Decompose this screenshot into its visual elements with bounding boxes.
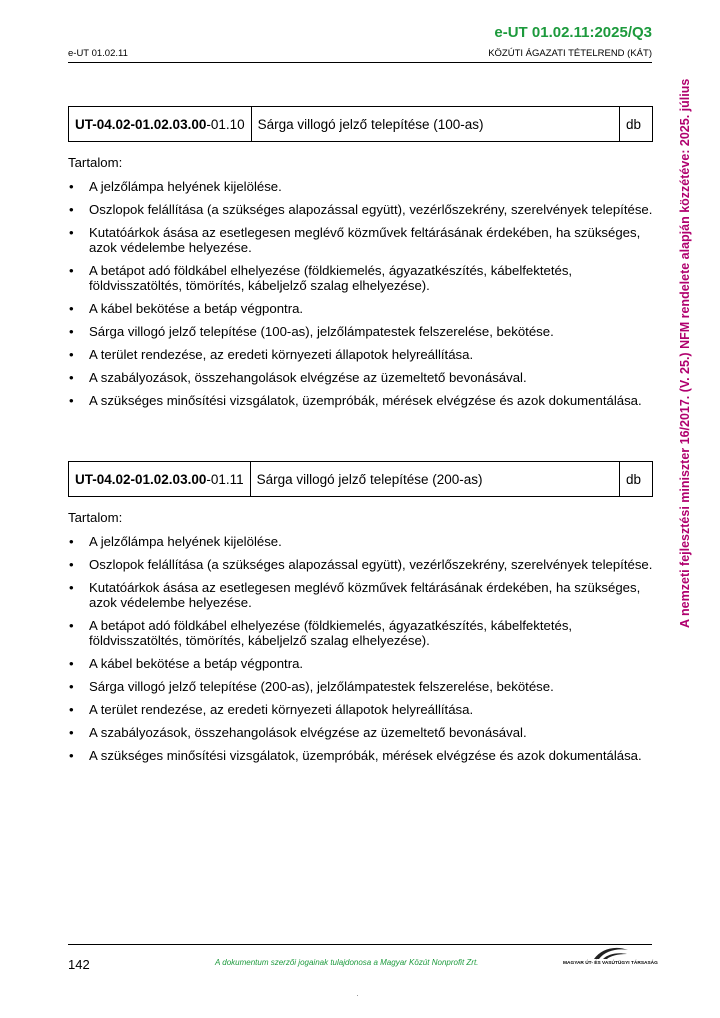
item-header-table bbox=[68, 106, 653, 142]
bullet-icon: • bbox=[69, 557, 74, 572]
content-list bbox=[68, 534, 658, 763]
list-item: • A jelzőlámpa helyének kijelölése. bbox=[69, 179, 282, 194]
list-item: • Sárga villogó jelző telepítése (200-as), jelzőlámpatestek felszerelése, bekötése. bbox=[69, 679, 554, 694]
logo-swoosh-icon bbox=[593, 946, 629, 961]
list-item: • A szükséges minősítési vizsgálatok, üzempróbák, mérések elvégzése és azok dokumentálása. bbox=[69, 748, 642, 763]
list-item: • A terület rendezése, az eredeti környezeti állapotok helyreállítása. bbox=[69, 702, 474, 717]
bullet-icon: • bbox=[69, 179, 74, 194]
page-number: 142 bbox=[68, 957, 90, 972]
footer-copyright: A dokumentum szerzői jogainak tulajdonosa a Magyar Közút Nonprofit Zrt. bbox=[215, 958, 479, 967]
item-code-bold: UT-04.02-01.02.03.00 bbox=[75, 116, 207, 132]
list-item: • A kábel bekötése a betáp végpontra. bbox=[69, 301, 304, 316]
header-divider bbox=[68, 62, 652, 63]
side-note: A nemzeti fejlesztési miniszter 16/2017. (V. 25.) NFM rendelete alapján közzétéve: 2025. július bbox=[678, 78, 692, 628]
bullet-icon: • bbox=[69, 347, 74, 362]
bullet-icon: • bbox=[69, 370, 74, 385]
list-item: • A kábel bekötése a betáp végpontra. bbox=[69, 656, 304, 671]
bullet-icon: • bbox=[69, 225, 74, 240]
list-item: • Kutatóárkok ásása az esetlegesen meglévő közművek feltárásának érdekében, ha szükséges, azok védelembe helyezése. bbox=[69, 580, 641, 610]
list-item: • Sárga villogó jelző telepítése (100-as), jelzőlámpatestek felszerelése, bekötése. bbox=[69, 324, 554, 339]
content-list bbox=[68, 179, 658, 408]
list-item: • Oszlopok felállítása (a szükséges alapozással együtt), vezérlőszekrény, szerelvények telepítése. bbox=[69, 557, 653, 572]
footer-divider bbox=[68, 944, 652, 945]
item-code-suffix: -01.10 bbox=[206, 116, 245, 132]
list-item: • Oszlopok felállítása (a szükséges alapozással együtt), vezérlőszekrény, szerelvények telepítése. bbox=[69, 202, 653, 217]
item-content bbox=[68, 155, 658, 416]
bullet-icon: • bbox=[69, 393, 74, 408]
list-item: • A jelzőlámpa helyének kijelölése. bbox=[69, 534, 282, 549]
content-label: Tartalom: bbox=[68, 510, 123, 525]
list-item: • A szükséges minősítési vizsgálatok, üzempróbák, mérések elvégzése és azok dokumentálása. bbox=[69, 393, 642, 408]
bullet-icon: • bbox=[69, 324, 74, 339]
item-title: Sárga villogó jelző telepítése (100-as) bbox=[251, 107, 619, 142]
bullet-icon: • bbox=[69, 202, 74, 217]
bullet-icon: • bbox=[69, 702, 74, 717]
bullet-icon: • bbox=[69, 656, 74, 671]
bullet-icon: • bbox=[69, 263, 74, 278]
bullet-icon: • bbox=[69, 301, 74, 316]
list-item: • A szabályozások, összehangolások elvégzése az üzemeltető bevonásával. bbox=[69, 370, 527, 385]
list-item: • A betápot adó földkábel elhelyezése (földkiemelés, ágyazatkészítés, kábelfektetés, földvisszatöltés, tömörítés, kábeljelző szalag elhelyezése). bbox=[69, 263, 573, 293]
item-unit: db bbox=[620, 107, 653, 142]
bullet-icon: • bbox=[69, 580, 74, 595]
bullet-icon: • bbox=[69, 679, 74, 694]
logo-text: MAGYAR ÚT- ÉS VASÚTÜGYI TÁRSASÁG bbox=[563, 961, 658, 966]
list-item: • A betápot adó földkábel elhelyezése (földkiemelés, ágyazatkészítés, kábelfektetés, földvisszatöltés, tömörítés, kábeljelző szalag elhelyezése). bbox=[69, 618, 573, 648]
doc-code: e-UT 01.02.11:2025/Q3 bbox=[494, 24, 652, 41]
item-title: Sárga villogó jelző telepítése (200-as) bbox=[250, 462, 619, 497]
list-item: • A terület rendezése, az eredeti környezeti állapotok helyreállítása. bbox=[69, 347, 474, 362]
society-logo bbox=[563, 946, 656, 972]
item-code-bold: UT-04.02-01.02.03.00 bbox=[75, 471, 207, 487]
bullet-icon: • bbox=[69, 748, 74, 763]
artifact-dot bbox=[357, 995, 358, 996]
item-code bbox=[69, 107, 252, 142]
content-label: Tartalom: bbox=[68, 155, 123, 170]
header-right: KÖZÚTI ÁGAZATI TÉTELREND (KÁT) bbox=[488, 48, 652, 59]
item-header-row bbox=[69, 462, 653, 497]
list-item: • Kutatóárkok ásása az esetlegesen meglévő közművek feltárásának érdekében, ha szükséges, azok védelembe helyezése. bbox=[69, 225, 641, 255]
header-left: e-UT 01.02.11 bbox=[68, 48, 128, 59]
bullet-icon: • bbox=[69, 618, 74, 633]
item-unit: db bbox=[620, 462, 653, 497]
item-content bbox=[68, 510, 658, 771]
list-item: • A szabályozások, összehangolások elvégzése az üzemeltető bevonásával. bbox=[69, 725, 527, 740]
item-header-row bbox=[69, 107, 653, 142]
item-header-table bbox=[68, 461, 653, 497]
bullet-icon: • bbox=[69, 725, 74, 740]
item-code bbox=[69, 462, 251, 497]
item-code-suffix: -01.11 bbox=[206, 471, 244, 487]
bullet-icon: • bbox=[69, 534, 74, 549]
